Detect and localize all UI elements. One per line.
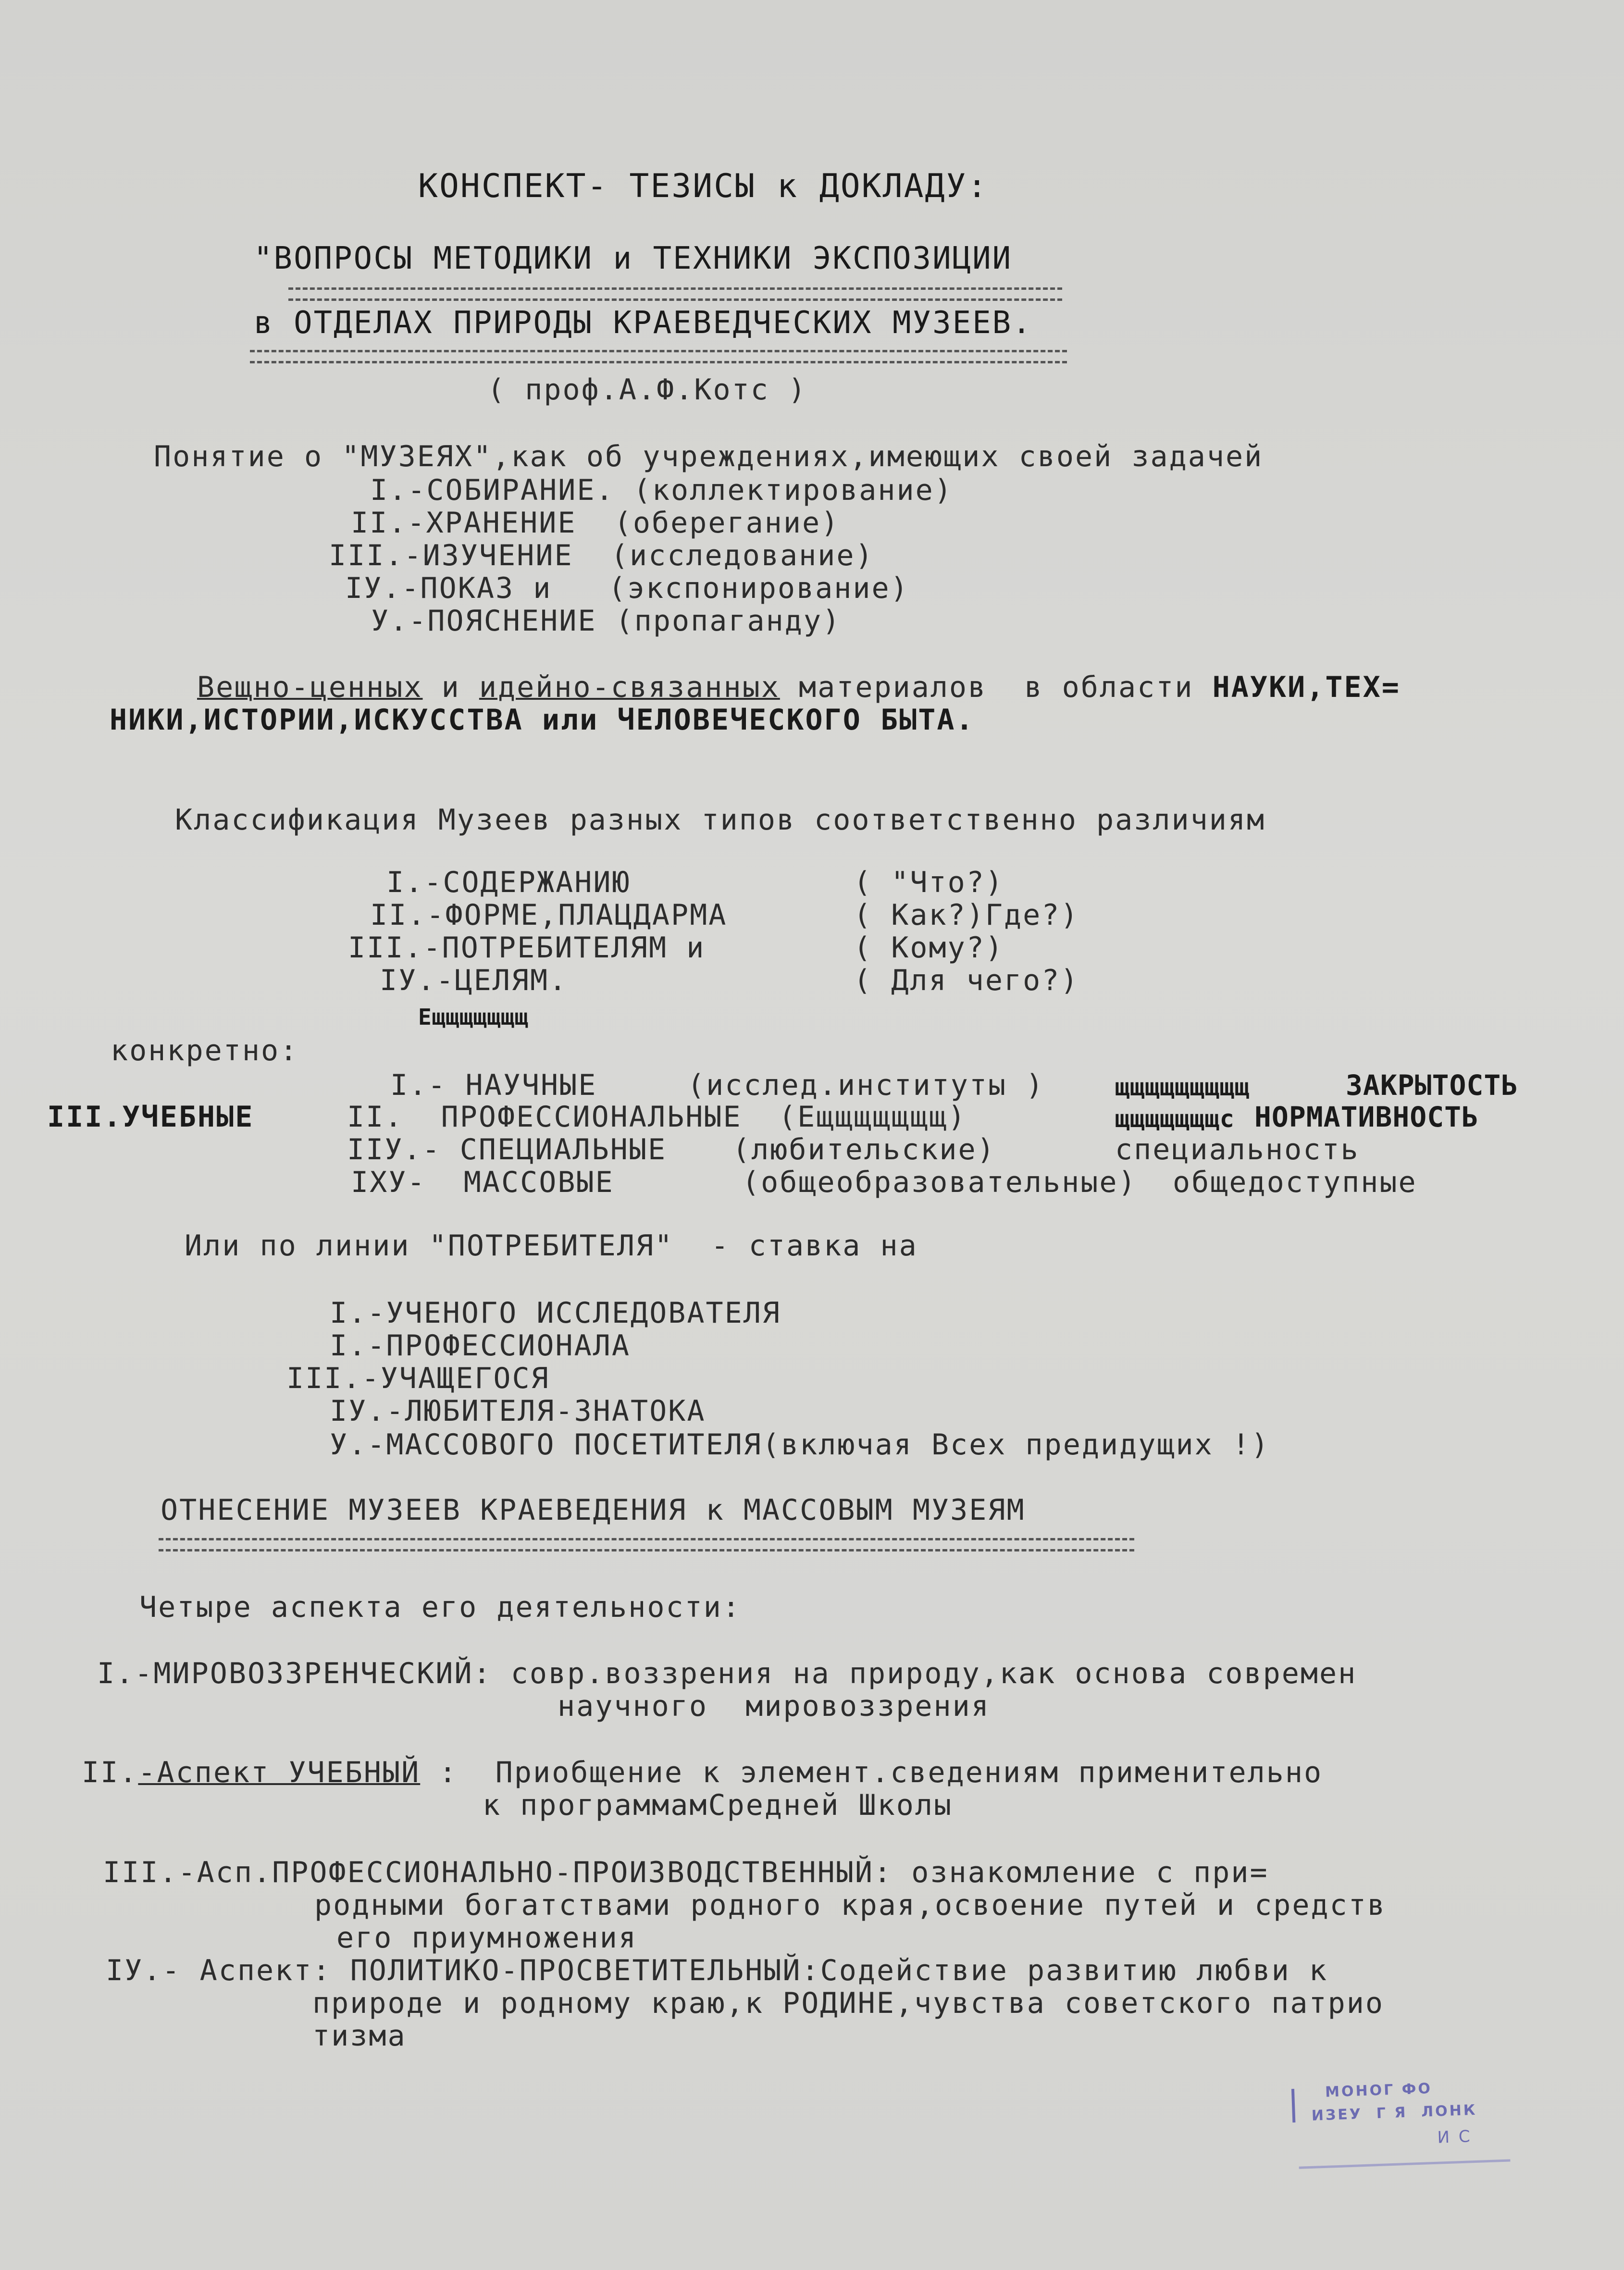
materials-fields: НАУКИ,ТЕХ= bbox=[1212, 670, 1401, 704]
museum-type-trait: общедоступные bbox=[1173, 1166, 1417, 1199]
author-line: ( проф.А.Ф.Котс ) bbox=[487, 373, 807, 407]
materials-line2: НИКИ,ИСТОРИИ,ИСКУССТВА или ЧЕЛОВЕЧЕСКОГО БЫТА. bbox=[110, 703, 975, 737]
aspect-number: II. bbox=[82, 1756, 138, 1789]
classification-intro: Классификация Музеев разных типов соответственно различиям bbox=[175, 803, 1266, 837]
task-item: У.-ПОЯСНЕНИЕ (пропаганду) bbox=[371, 604, 842, 638]
consumer-item: I.-УЧЕНОГО ИССЛЕДОВАТЕЛЯ bbox=[330, 1296, 781, 1330]
stamp-text: И С bbox=[1437, 2127, 1473, 2147]
stamp-baseline bbox=[1299, 2159, 1511, 2169]
concretely-label: конкретно: bbox=[111, 1034, 299, 1067]
task-item: IУ.-ПОКАЗ и (экспонирование) bbox=[345, 571, 909, 605]
attribution-heading: ОТНЕСЕНИЕ МУЗЕЕВ КРАЕВЕДЕНИЯ к МАССОВЫМ МУЗЕЯМ bbox=[161, 1493, 1026, 1527]
document-subtitle-line2: в ОТДЕЛАХ ПРИРОДЫ КРАЕВЕДЧЕСКИХ МУЗЕЕВ. bbox=[254, 305, 1032, 341]
aspect-1-line1: I.-МИРОВОЗЗРЕНЧЕСКИЙ: совр.воззрения на природу,как основа современ bbox=[97, 1657, 1357, 1690]
aspect-3-line1: III.-Асп.ПРОФЕССИОНАЛЬНО-ПРОИЗВОДСТВЕННЫЙ: ознакомление с при= bbox=[103, 1856, 1269, 1889]
museum-type-trait: ЗАКРЫТОСТЬ bbox=[1346, 1069, 1519, 1102]
museum-type-trait: специальность bbox=[1115, 1133, 1360, 1166]
task-item: I.-СОБИРАНИЕ. (коллектирование) bbox=[370, 473, 953, 507]
museum-type-desc: (исслед.институты ) bbox=[687, 1068, 1045, 1102]
underlined-phrase: идейно-связанных bbox=[479, 670, 780, 704]
concept-intro: Понятие о "МУЗЕЯХ",как об учреждениях,имеющих своей задачей bbox=[154, 440, 1264, 473]
classification-question: ( Как?)Где?) bbox=[854, 898, 1079, 932]
aspect-text: : Приобщение к элемент.сведениям применительно bbox=[420, 1756, 1323, 1789]
struck-text: Ещщщщщщщ bbox=[418, 1004, 529, 1030]
stamp-bar bbox=[1291, 2089, 1295, 2122]
aspect-4-line1: IУ.- Аспект: ПОЛИТИКО-ПРОСВЕТИТЕЛЬНЫЙ:Содействие развитию любви к bbox=[106, 1954, 1328, 1987]
materials-line1 bbox=[197, 670, 1401, 705]
aspect-3-line3: его приумножения bbox=[336, 1921, 637, 1955]
aspect-2-line2: к программамСредней Школы bbox=[483, 1788, 953, 1822]
materials-text: и bbox=[422, 670, 479, 704]
stamp-text: МОНОГ ФО bbox=[1325, 2080, 1433, 2101]
classification-item: I.-СОДЕРЖАНИЮ bbox=[386, 866, 631, 899]
museum-type: IХУ- МАССОВЫЕ bbox=[351, 1166, 614, 1199]
double-underline bbox=[250, 350, 1067, 363]
side-label: III.УЧЕБНЫЕ bbox=[47, 1100, 254, 1134]
aspect-4-line3: тизма bbox=[312, 2019, 407, 2053]
classification-item: III.-ПОТРЕБИТЕЛЯМ и bbox=[348, 931, 706, 965]
struck-text: щщщщщщщс bbox=[1115, 1105, 1235, 1133]
consumer-item: IУ.-ЛЮБИТЕЛЯ-ЗНАТОКА bbox=[330, 1394, 706, 1428]
consumer-item: У.-МАССОВОГО ПОСЕТИТЕЛЯ(включая Всех предидущих !) bbox=[330, 1428, 1270, 1462]
aspects-intro: Четыре аспекта его деятельности: bbox=[139, 1590, 741, 1624]
classification-question: ( Для чего?) bbox=[854, 964, 1079, 997]
museum-type-trait: НОРМАТИВНОСТЬ bbox=[1254, 1101, 1479, 1133]
aspect-3-line2: родными богатствами родного края,освоение путей и средств bbox=[314, 1888, 1387, 1922]
document-title: КОНСПЕКТ- ТЕЗИСЫ к ДОКЛАДУ: bbox=[418, 167, 989, 205]
consumer-intro: Или по линии "ПОТРЕБИТЕЛЯ" - ставка на bbox=[185, 1229, 918, 1263]
museum-type-desc: (общеобразовательные) bbox=[742, 1166, 1137, 1199]
museum-type: IIУ.- СПЕЦИАЛЬНЫЕ bbox=[347, 1133, 667, 1166]
classification-question: ( Кому?) bbox=[854, 931, 1004, 965]
consumer-item: III.-УЧАЩЕГОСЯ bbox=[286, 1362, 550, 1395]
aspect-2-line1 bbox=[82, 1755, 1323, 1790]
materials-text: материалов в области bbox=[780, 670, 1213, 704]
museum-type-desc: (Ещщщщщщщ) bbox=[779, 1100, 967, 1134]
consumer-item: I.-ПРОФЕССИОНАЛА bbox=[330, 1329, 631, 1363]
struck-text: щщщщщщщщщ bbox=[1115, 1073, 1250, 1101]
aspect-4-line2: природе и родному краю,к РОДИНЕ,чувства советского патрио bbox=[312, 1986, 1385, 2020]
stamp-text: ИЗЕУ Г Я ЛОНК bbox=[1311, 2101, 1477, 2124]
classification-item: IУ.-ЦЕЛЯМ. bbox=[380, 964, 568, 997]
underlined-phrase: Вещно-ценных bbox=[197, 670, 423, 704]
double-underline bbox=[159, 1538, 1134, 1551]
task-item: II.-ХРАНЕНИЕ (оберегание) bbox=[351, 506, 840, 540]
archive-stamp bbox=[1291, 2077, 1521, 2181]
museum-type-desc: (любительские) bbox=[732, 1133, 996, 1166]
document-subtitle-line1: "ВОПРОСЫ МЕТОДИКИ и ТЕХНИКИ ЭКСПОЗИЦИИ bbox=[254, 241, 1013, 276]
double-underline bbox=[288, 287, 1062, 301]
museum-type: II. ПРОФЕССИОНАЛЬНЫЕ bbox=[347, 1100, 742, 1134]
museum-type: I.- НАУЧНЫЕ bbox=[390, 1068, 597, 1102]
task-item: III.-ИЗУЧЕНИЕ (исследование) bbox=[329, 539, 874, 572]
classification-item: II.-ФОРМЕ,ПЛАЦДАРМА bbox=[370, 898, 728, 932]
classification-question: ( "Что?) bbox=[854, 866, 1004, 899]
aspect-1-line2: научного мировоззрения bbox=[558, 1689, 990, 1723]
aspect-label: -Аспект УЧЕБНЫЙ bbox=[138, 1756, 421, 1789]
